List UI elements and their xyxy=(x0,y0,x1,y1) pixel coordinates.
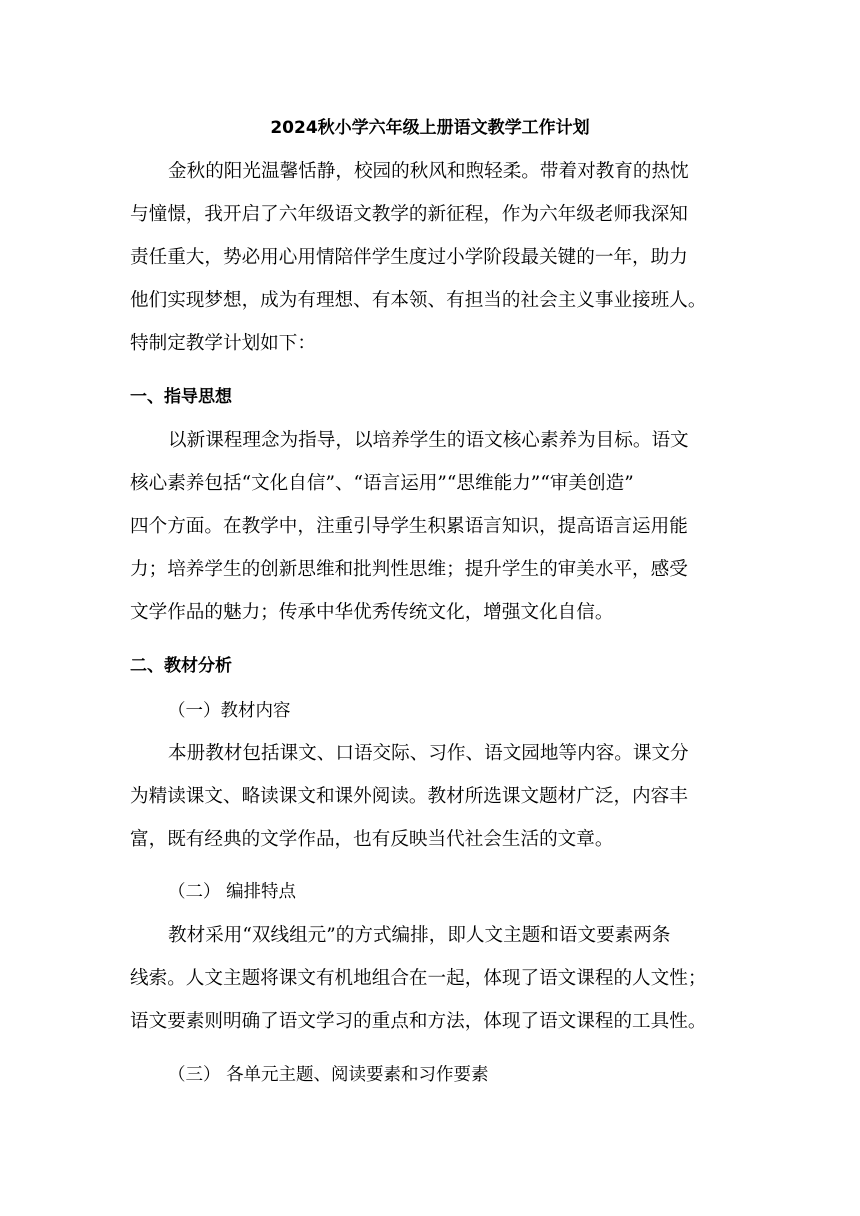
sub2-line: 教材采用“双线组元”的方式编排，即人文主题和语文要素两条 xyxy=(168,925,671,946)
intro-line: 他们实现梦想，成为有理想、有本领、有担当的社会主义事业接班人。 xyxy=(130,290,707,311)
sub2-line: 语文要素则明确了语文学习的重点和方法，体现了语文课程的工具性。 xyxy=(130,1011,707,1032)
section1-line: 文学作品的魅力；传承中华优秀传统文化，增强文化自信。 xyxy=(130,602,614,623)
sub2-line: 线索。人文主题将课文有机地组合在一起，体现了语文课程的人文性； xyxy=(130,968,707,989)
section1-line: 四个方面。在教学中，注重引导学生积累语言知识，提高语言运用能 xyxy=(130,516,688,537)
intro-line: 特制定教学计划如下： xyxy=(130,333,316,354)
sub1-line: 为精读课文、略读课文和课外阅读。教材所选课文题材广泛，内容丰 xyxy=(130,786,688,807)
intro-line: 金秋的阳光温馨恬静，校园的秋风和煦轻柔。带着对教育的热忱 xyxy=(168,161,689,182)
sub1-line: 本册教材包括课文、口语交际、习作、语文园地等内容。课文分 xyxy=(168,743,689,764)
sub1-line: 富，既有经典的文学作品，也有反映当代社会生活的文章。 xyxy=(130,829,614,850)
section-heading-textbook-analysis: 二、教材分析 xyxy=(130,656,232,676)
subsection-heading-content: （一）教材内容 xyxy=(168,701,291,721)
subsection-heading-arrangement: （二） 编排特点 xyxy=(168,882,297,902)
intro-line: 与憧憬，我开启了六年级语文教学的新征程，作为六年级老师我深知 xyxy=(130,204,688,225)
subsection-heading-unit-themes: （三） 各单元主题、阅读要素和习作要素 xyxy=(168,1065,489,1085)
section1-line: 核心素养包括“文化自信”、“语言运用”“思维能力”“审美创造” xyxy=(130,473,634,494)
section1-line: 以新课程理念为指导，以培养学生的语文核心素养为目标。语文 xyxy=(168,430,689,451)
section-heading-guiding-ideology: 一、指导思想 xyxy=(130,387,232,407)
document-title: 2024秋小学六年级上册语文教学工作计划 xyxy=(270,118,590,138)
intro-line: 责任重大，势必用心用情陪伴学生度过小学阶段最关键的一年，助力 xyxy=(130,247,688,268)
section1-line: 力；培养学生的创新思维和批判性思维；提升学生的审美水平，感受 xyxy=(130,559,688,580)
